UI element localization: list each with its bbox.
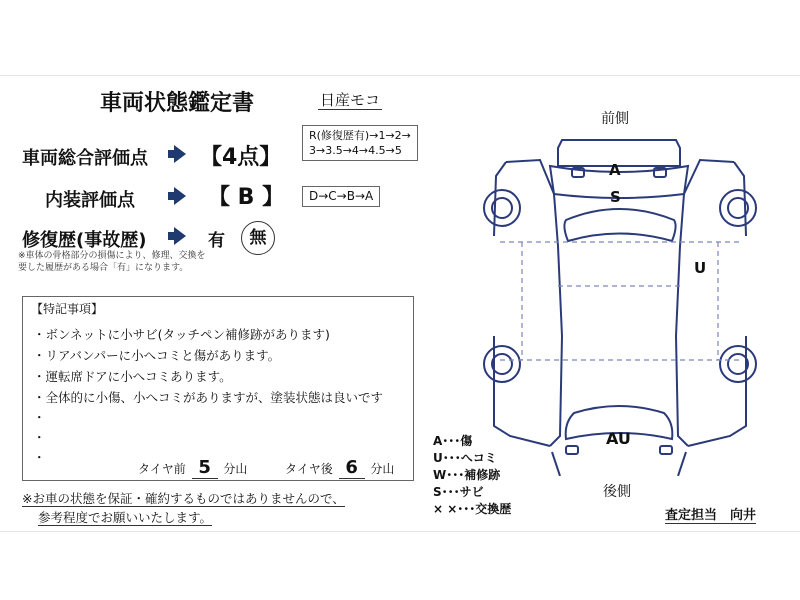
- left-body-line: [506, 160, 562, 446]
- rear-left-wheel: [484, 346, 520, 382]
- tire-rear: [285, 457, 394, 479]
- remark-item: ・: [33, 450, 46, 465]
- rear-right-light: [660, 446, 672, 454]
- document-title: 車両状態鑑定書: [100, 91, 255, 116]
- remark-item: ・運転席ドアに小へコミあります。: [33, 369, 232, 384]
- repair-history-note: ※車体の骨格部分の損傷により、修理、交換を要した履歴がある場合「有」になります。: [18, 251, 206, 273]
- vehicle-damage-diagram: [470, 136, 770, 476]
- inspector: [665, 504, 756, 523]
- tire-front-unit: 分山: [223, 462, 248, 476]
- repair-history-label: 修復歴(事故歴): [22, 230, 147, 251]
- arrow-right-icon: [168, 145, 186, 163]
- damage-mark-hood-s: S: [610, 188, 621, 206]
- right-body-line: [676, 160, 734, 446]
- remark-item: ・全体的に小傷、小へコミがありますが、塗装状態は良いです: [33, 390, 384, 405]
- front-left-wheel: [484, 190, 520, 226]
- remark-item: ・: [33, 410, 46, 425]
- interior-rating-value: 【 B 】: [208, 185, 285, 210]
- tire-rear-unit: 分山: [370, 462, 395, 476]
- rear-right-wheel: [720, 346, 756, 382]
- damage-mark-rear: AU: [606, 429, 631, 448]
- rear-side-label: 後側: [603, 484, 631, 500]
- repair-history-no-circled: 無: [241, 221, 275, 255]
- tire-rear-label: タイヤ後: [285, 462, 333, 476]
- right-rear-fender: [688, 336, 746, 446]
- interior-rating-scale: D→C→B→A: [302, 186, 380, 207]
- legend-item: × ×･･･交換歴: [433, 502, 512, 516]
- arrow-right-icon: [168, 187, 186, 205]
- remark-item: ・ボンネットに小サビ(タッチペン補修跡があります): [33, 327, 330, 342]
- legend-item: W･･･補修跡: [433, 468, 501, 482]
- damage-mark-right-door: U: [694, 259, 707, 277]
- arrow-right-icon: [168, 227, 186, 245]
- front-right-wheel: [720, 190, 756, 226]
- remark-item: ・リアバンパーに小へコミと傷があります。: [33, 348, 281, 363]
- front-side-label: 前側: [601, 111, 629, 127]
- legend-item: U･･･へコミ: [433, 451, 497, 465]
- scale-line-2: 3→3.5→4→4.5→5: [309, 144, 402, 157]
- tire-front: [138, 457, 247, 479]
- tire-front-label: タイヤ前: [138, 462, 186, 476]
- legend-item: A･･･傷: [433, 434, 473, 448]
- vehicle-model: 日産モコ: [320, 91, 381, 109]
- remark-item: ・: [33, 430, 46, 445]
- interior-rating-label: 内装評価点: [45, 190, 135, 211]
- disclaimer-line-1: ※お車の状態を保証・確約するものではありませんので、: [22, 491, 345, 506]
- rear-left-light: [566, 446, 578, 454]
- damage-mark-hood-a: A: [609, 161, 621, 179]
- overall-rating-label: 車両総合評価点: [22, 148, 148, 169]
- repair-history-yes: 有: [208, 230, 225, 251]
- remarks-header: 【特記事項】: [31, 302, 104, 316]
- special-remarks-box: [22, 296, 414, 481]
- damage-legend: [433, 433, 511, 518]
- windshield: [564, 209, 675, 241]
- repair-history-options: [208, 221, 275, 255]
- legend-item: S･･･サビ: [433, 485, 484, 499]
- disclaimer: [22, 489, 345, 527]
- scale-line-1: R(修復歴有)→1→2→: [309, 129, 411, 142]
- tire-front-value: 5: [192, 457, 218, 479]
- appraisal-sheet: [0, 75, 800, 532]
- tire-rear-value: 6: [339, 457, 365, 479]
- inspector-name: 査定担当 向井: [665, 508, 757, 523]
- rear-bumper-left: [552, 452, 560, 476]
- overall-rating-scale: [302, 125, 418, 161]
- overall-rating-value: 【4点】: [200, 145, 282, 170]
- rear-bumper-right: [678, 452, 686, 476]
- disclaimer-line-2: 参考程度でお願いいたします。: [38, 510, 213, 525]
